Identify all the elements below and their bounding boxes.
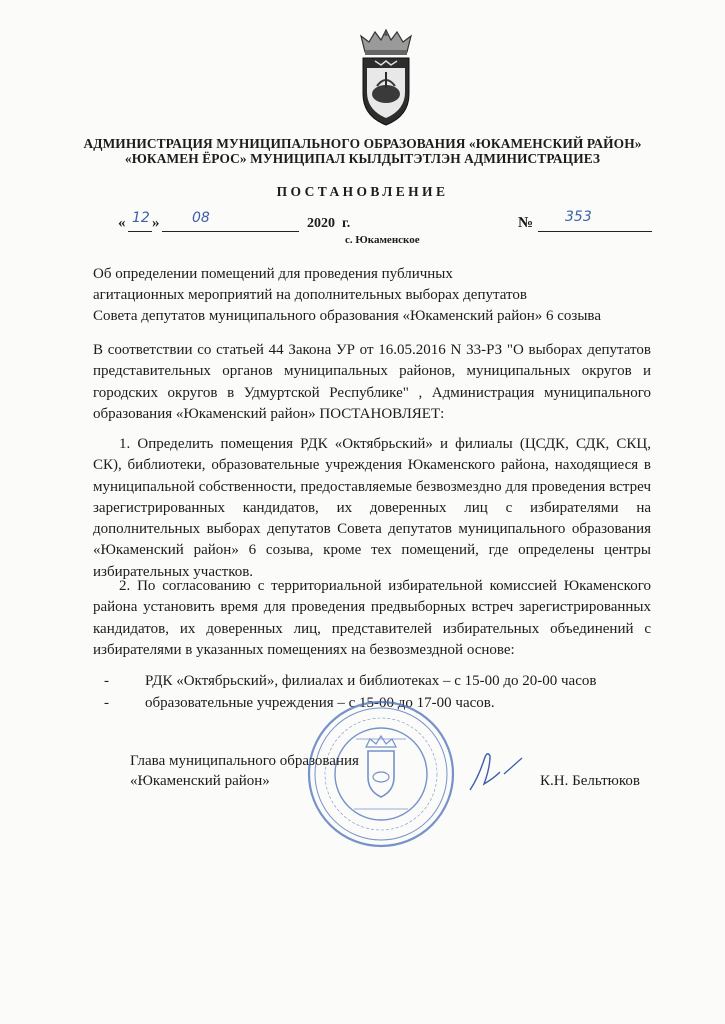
preamble-paragraph: [93, 340, 651, 425]
date-quote-close: »: [152, 215, 160, 231]
item-2-text: 2. По согласованию с территориальной избирательной комиссией Юкаменского района установить время для проведения предвыборных встреч зарегистрированных кандидатов, их доверенных лиц, представителей избирательных объединений с избирателями в указанных помещениях на безвозмездной основе:: [93, 578, 651, 658]
signer-position-line-2: «Юкаменский район»: [130, 773, 270, 789]
admin-name-udmurt: «ЮКАМЕН ЁРОС» МУНИЦИПАЛ КЫЛДЫТЭТЛЭН АДМИНИСТРАЦИЕЗ: [124, 151, 601, 166]
coat-of-arms-icon: [347, 28, 425, 128]
issue-place: с. Юкаменское: [345, 234, 420, 246]
date-quote-open: «: [118, 215, 126, 231]
bullet-dash: -: [104, 673, 109, 689]
number-label: №: [518, 215, 534, 231]
date-year-suffix: г.: [342, 216, 351, 231]
signer-position-line-1: Глава муниципального образования: [130, 753, 359, 769]
preamble-text: В соответствии со статьей 44 Закона УР от 16.05.2016 N 33-РЗ "О выборах депутатов представительных органов муниципальных районов, муниципальных округов и городских округов в Удмуртской Республике" , Администрация муниципального образования «Юкаменский район» ПОСТАНОВЛЯЕТ:: [93, 342, 651, 422]
bullet-dash: -: [104, 695, 109, 711]
document-subject: [93, 264, 601, 327]
signer-name: К.Н. Бельтюков: [540, 773, 640, 789]
number-underline: [538, 231, 652, 232]
month-underline: [162, 231, 299, 232]
day-underline: [128, 231, 152, 232]
bullet-text: РДК «Октябрьский», филиалах и библиотеках – с 15-00 до 20-00 часов: [145, 673, 597, 689]
document-number-handwritten: 353: [565, 209, 592, 225]
item-1-text: 1. Определить помещения РДК «Октябрьский» и филиалы (ЦСДК, СДК, СКЦ, СК), библиотеки, образовательные учреждения Юкаменского района, находящиеся в муниципальной собственности, предоставляемые безвозмездно для проведения встреч зарегистрированных кандидатов, их доверенных лиц с избирателями на дополнительных выборах депутатов Совета депутатов муниципального образования «Юкаменский район» 6 созыва, кроме тех помещений, где определены центры избирательных участков.: [93, 436, 651, 580]
round-seal-icon: [306, 699, 456, 849]
date-month-handwritten: 08: [192, 210, 210, 226]
subject-line: Об определении помещений для проведения публичных: [93, 266, 453, 282]
item-2-paragraph: [93, 576, 651, 661]
date-day-handwritten: 12: [132, 210, 150, 226]
document-title: ПОСТАНОВЛЕНИЕ: [276, 184, 449, 199]
subject-line: агитационных мероприятий на дополнительных выборах депутатов: [93, 287, 527, 303]
subject-line: Совета депутатов муниципального образования «Юкаменский район» 6 созыва: [93, 308, 601, 324]
item-1-paragraph: [93, 434, 651, 583]
date-year: 2020: [307, 216, 335, 231]
handwritten-signature-icon: [460, 738, 540, 798]
bullet-text: образовательные учреждения – с 15-00 до 17-00 часов.: [145, 695, 495, 711]
admin-name-russian: АДМИНИСТРАЦИЯ МУНИЦИПАЛЬНОГО ОБРАЗОВАНИЯ «ЮКАМЕНСКИЙ РАЙОН»: [83, 136, 642, 151]
